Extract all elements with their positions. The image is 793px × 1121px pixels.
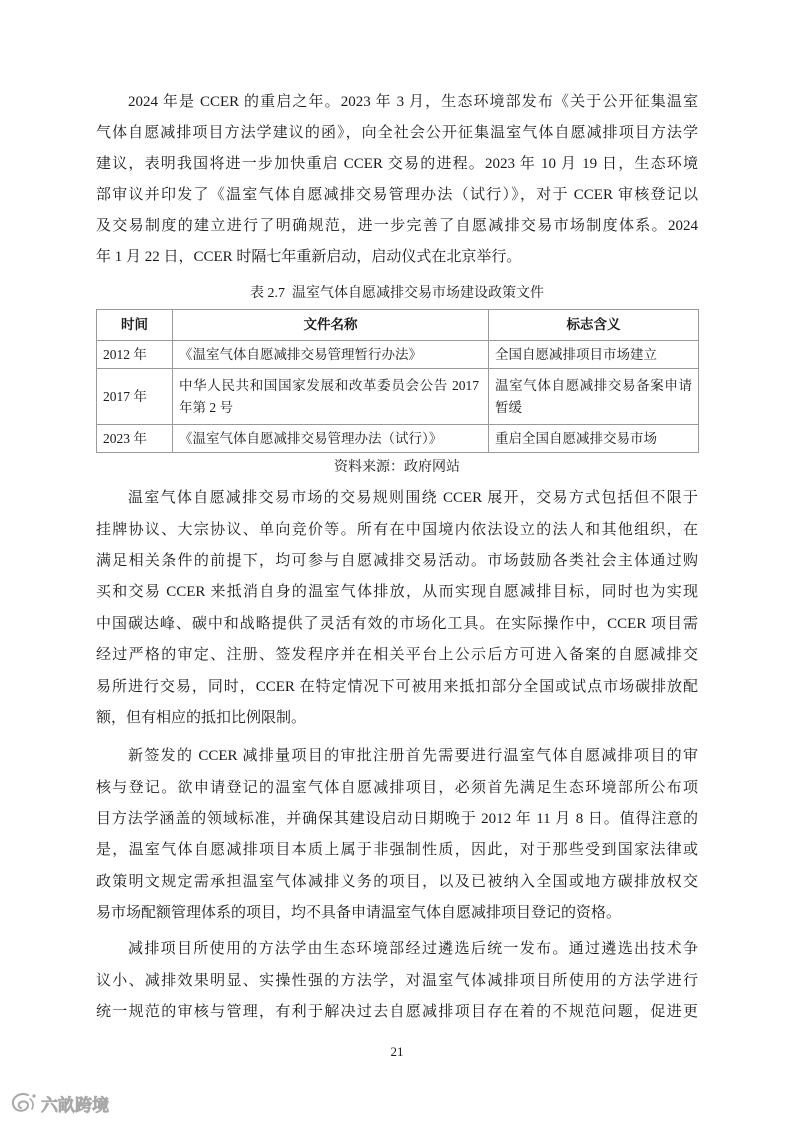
page-number: 21 (390, 1044, 404, 1059)
header-time: 时间 (97, 310, 173, 341)
watermark-text: 六畝跨境 (41, 1095, 109, 1116)
paragraph-methodology (96, 934, 698, 1028)
cell-time: 2012 年 (97, 341, 173, 369)
paragraph-line: 易所进行交易，同时，CCER 在特定情况下可被用来抵扣部分全国或试点市场碳排放配 (96, 678, 698, 695)
paragraph-registration (96, 741, 698, 929)
paragraph-line: 挂牌协议、大宗协议、单向竞价等。所有在中国境内依法设立的法人和其他组织，在 (96, 521, 698, 538)
paragraph-line: 是，温室气体自愿减排项目本质上属于非强制性质，因此，对于那些受到国家法律或 (96, 842, 698, 859)
cell-significance: 全国自愿减排项目市场建立 (489, 341, 699, 369)
cell-document-name: 中华人民共和国国家发展和改革委员会公告 2017 年第 2 号 (173, 369, 489, 425)
paragraph-line: 政策明文规定需承担温室气体减排义务的项目，以及已被纳入全国或地方碳排放权交 (96, 873, 698, 890)
table-header-row (97, 310, 699, 341)
table-source: 资料来源：政府网站 (334, 460, 460, 475)
paragraph-line: 满足相关条件的前提下，均可参与自愿减排交易活动。市场鼓励各类社会主体通过购 (96, 553, 698, 570)
paragraph-ccer-restart (96, 87, 698, 273)
table-row (97, 341, 699, 369)
header-document-name: 文件名称 (173, 310, 489, 341)
paragraph-line: 易市场配额管理体系的项目，均不具备申请温室气体自愿减排项目登记的资格。 (96, 905, 622, 922)
cell-time: 2023 年 (97, 425, 173, 453)
table-row (97, 369, 699, 425)
paragraph-line: 目方法学涵盖的领域标准，并确保其建设启动日期晚于 2012 年 11 月 8 日。值得注意的 (96, 811, 698, 828)
paragraph-line: 新签发的 CCER 减排量项目的审批注册首先需要进行温室气体自愿减排项目的审 (128, 748, 698, 765)
cell-time: 2017 年 (97, 369, 173, 425)
cell-significance: 重启全国自愿减排交易市场 (489, 425, 699, 453)
paragraph-line: 统一规范的审核与管理，有利于解决过去自愿减排项目存在着的不规范问题，促进更 (96, 1004, 698, 1021)
paragraph-line: 气体自愿减排项目方法学建议的函》，向全社会公开征集温室气体自愿减排项目方法学 (96, 124, 698, 141)
paragraph-line: 温室气体自愿减排交易市场的交易规则围绕 CCER 展开，交易方式包括但不限于 (128, 490, 698, 507)
paragraph-line: 及交易制度的建立进行了明确规范，进一步完善了自愿减排交易市场制度体系。2024 (96, 217, 698, 234)
paragraph-line: 部审议并印发了《温室气体自愿减排交易管理办法（试行）》，对于 CCER 审核登记以 (96, 186, 698, 203)
paragraph-line: 建议，表明我国将进一步加快重启 CCER 交易的进程。2023 年 10 月 19 日，生态环境 (96, 155, 698, 172)
watermark (8, 1090, 109, 1116)
paragraph-line: 减排项目所使用的方法学由生态环境部经过遴选后统一发布。通过遴选出技术争 (128, 941, 698, 958)
table-caption: 表 2.7 温室气体自愿减排交易市场建设政策文件 (250, 286, 544, 301)
paragraph-trading-rules (96, 483, 698, 734)
swirl-logo-icon (8, 1091, 38, 1115)
paragraph-line: 年 1 月 22 日，CCER 时隔七年重新启动，启动仪式在北京举行。 (96, 248, 522, 265)
table-row (97, 425, 699, 453)
cell-document-name: 《温室气体自愿减排交易管理暂行办法》 (173, 341, 489, 369)
policy-table (96, 309, 699, 453)
header-significance: 标志含义 (489, 310, 699, 341)
cell-document-name: 《温室气体自愿减排交易管理办法（试行）》 (173, 425, 489, 453)
paragraph-line: 核与登记。欲申请登记的温室气体自愿减排项目，必须首先满足生态环境部所公布项 (96, 779, 698, 796)
paragraph-line: 经过严格的审定、注册、签发程序并在相关平台上公示后方可进入备案的自愿减排交 (96, 647, 698, 664)
paragraph-line: 议小、减排效果明显、实操性强的方法学，对温室气体减排项目所使用的方法学进行 (96, 972, 698, 989)
cell-significance: 温室气体自愿减排交易备案申请暂缓 (489, 369, 699, 425)
paragraph-line: 中国碳达峰、碳中和战略提供了灵活有效的市场化工具。在实际操作中，CCER 项目需 (96, 615, 698, 632)
paragraph-line: 额，但有相应的抵扣比例限制。 (96, 710, 307, 727)
paragraph-line: 买和交易 CCER 来抵消自身的温室气体排放，从而实现自愿减排目标，同时也为实现 (96, 584, 698, 601)
paragraph-line: 2024 年是 CCER 的重启之年。2023 年 3 月，生态环境部发布《关于公开征集温室 (128, 93, 698, 110)
